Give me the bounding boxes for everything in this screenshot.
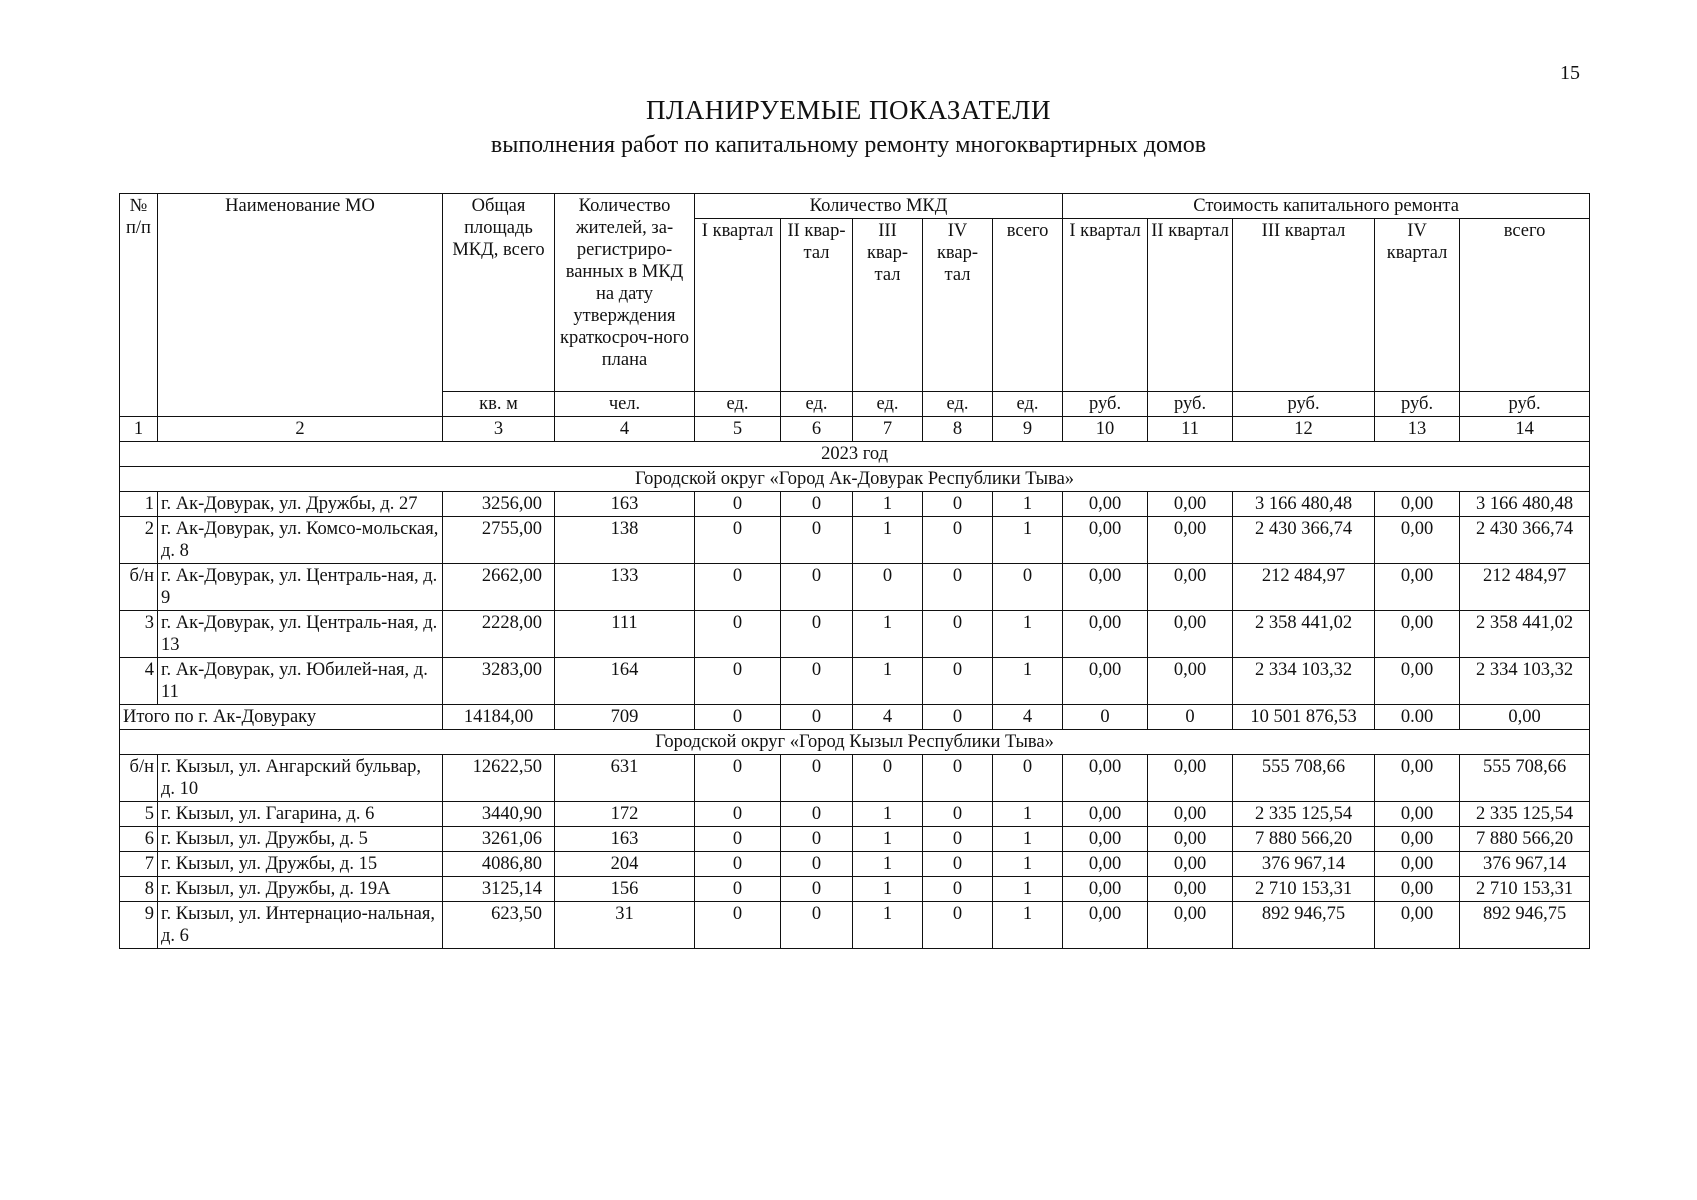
cost-cell: 2 710 153,31 — [1233, 877, 1375, 902]
cost-cell: 2 430 366,74 — [1460, 517, 1590, 564]
cost-cell: 0,00 — [1375, 517, 1460, 564]
count-cell: 1 — [853, 877, 923, 902]
count-cell: 1 — [853, 852, 923, 877]
cost-cell: 2 335 125,54 — [1460, 802, 1590, 827]
address-cell: г. Кызыл, ул. Ангарский бульвар, д. 10 — [158, 755, 443, 802]
total-cell: 0 — [695, 705, 781, 730]
count-cell: 1 — [993, 658, 1063, 705]
header-mkd-q3: III квар-тал — [853, 219, 923, 392]
count-cell: 0 — [923, 755, 993, 802]
cost-cell: 0,00 — [1063, 877, 1148, 902]
table-row — [120, 852, 1590, 877]
area-cell: 4086,80 — [443, 852, 555, 877]
cost-cell: 555 708,66 — [1233, 755, 1375, 802]
count-cell: 1 — [853, 902, 923, 949]
cost-cell: 0,00 — [1375, 611, 1460, 658]
count-cell: 0 — [781, 611, 853, 658]
count-cell: 0 — [923, 658, 993, 705]
cost-cell: 0,00 — [1148, 902, 1233, 949]
area-cell: 3440,90 — [443, 802, 555, 827]
count-cell: 163 — [555, 492, 695, 517]
address-cell: г. Кызыл, ул. Дружбы, д. 15 — [158, 852, 443, 877]
cost-cell: 0,00 — [1375, 877, 1460, 902]
cost-cell: 7 880 566,20 — [1233, 827, 1375, 852]
unit-cell — [158, 392, 443, 417]
total-cell: 0 — [1148, 705, 1233, 730]
cost-cell: 0,00 — [1148, 755, 1233, 802]
count-cell: 133 — [555, 564, 695, 611]
count-cell: 0 — [695, 658, 781, 705]
page-number: 15 — [1560, 62, 1580, 84]
area-cell: 3125,14 — [443, 877, 555, 902]
units-row — [120, 392, 1590, 417]
count-cell: 111 — [555, 611, 695, 658]
header-cost-q2: II квартал — [1148, 219, 1233, 392]
column-number: 13 — [1375, 417, 1460, 442]
count-cell: 1 — [993, 517, 1063, 564]
total-cell: 4 — [993, 705, 1063, 730]
count-cell: 1 — [993, 877, 1063, 902]
cost-cell: 0,00 — [1063, 517, 1148, 564]
count-cell: 0 — [781, 877, 853, 902]
cost-cell: 555 708,66 — [1460, 755, 1590, 802]
count-cell: 0 — [923, 564, 993, 611]
address-cell: г. Ак-Довурак, ул. Централь-ная, д. 9 — [158, 564, 443, 611]
count-cell: 164 — [555, 658, 695, 705]
column-number: 2 — [158, 417, 443, 442]
row-number: 2 — [120, 517, 158, 564]
unit-cell: ед. — [695, 392, 781, 417]
unit-cell: руб. — [1148, 392, 1233, 417]
cost-cell: 0,00 — [1063, 802, 1148, 827]
header-repair-cost: Стоимость капитального ремонта — [1063, 194, 1590, 219]
header-cost-q4: IV квартал — [1375, 219, 1460, 392]
count-cell: 0 — [695, 517, 781, 564]
unit-cell: ед. — [853, 392, 923, 417]
cost-cell: 892 946,75 — [1233, 902, 1375, 949]
count-cell: 0 — [695, 877, 781, 902]
column-number: 12 — [1233, 417, 1375, 442]
cost-cell: 0,00 — [1148, 611, 1233, 658]
column-number: 8 — [923, 417, 993, 442]
count-cell: 0 — [781, 517, 853, 564]
table-row — [120, 658, 1590, 705]
count-cell: 0 — [695, 564, 781, 611]
total-cell: 0 — [781, 705, 853, 730]
count-cell: 0 — [923, 802, 993, 827]
count-cell: 156 — [555, 877, 695, 902]
count-cell: 0 — [781, 827, 853, 852]
cost-cell: 2 334 103,32 — [1460, 658, 1590, 705]
cost-cell: 376 967,14 — [1460, 852, 1590, 877]
area-cell: 2755,00 — [443, 517, 555, 564]
count-cell: 1 — [993, 902, 1063, 949]
header-mkd-q1: I квартал — [695, 219, 781, 392]
row-number: 4 — [120, 658, 158, 705]
count-cell: 138 — [555, 517, 695, 564]
count-cell: 0 — [695, 755, 781, 802]
column-number: 11 — [1148, 417, 1233, 442]
count-cell: 0 — [923, 492, 993, 517]
column-number: 3 — [443, 417, 555, 442]
header-mkd-q2: II квар-тал — [781, 219, 853, 392]
header-row-1 — [120, 194, 1590, 219]
row-number: б/н — [120, 755, 158, 802]
area-cell: 3261,06 — [443, 827, 555, 852]
table-row — [120, 902, 1590, 949]
cost-cell: 0,00 — [1148, 658, 1233, 705]
total-cell: 0 — [923, 705, 993, 730]
count-cell: 0 — [695, 902, 781, 949]
cost-cell: 0,00 — [1063, 658, 1148, 705]
count-cell: 1 — [993, 802, 1063, 827]
total-cell: 0 — [1063, 705, 1148, 730]
cost-cell: 0,00 — [1375, 492, 1460, 517]
count-cell: 0 — [853, 755, 923, 802]
section-header-kyzyl — [120, 730, 1590, 755]
cost-cell: 2 358 441,02 — [1233, 611, 1375, 658]
count-cell: 0 — [853, 564, 923, 611]
count-cell: 0 — [781, 902, 853, 949]
unit-cell: руб. — [1233, 392, 1375, 417]
table-row — [120, 492, 1590, 517]
total-label: Итого по г. Ак-Довураку — [120, 705, 443, 730]
count-cell: 0 — [695, 852, 781, 877]
cost-cell: 0,00 — [1148, 827, 1233, 852]
year-label: 2023 год — [120, 442, 1590, 467]
header-cost-q3: III квартал — [1233, 219, 1375, 392]
cost-cell: 0,00 — [1375, 802, 1460, 827]
count-cell: 0 — [923, 611, 993, 658]
cost-cell: 2 335 125,54 — [1233, 802, 1375, 827]
row-number: 6 — [120, 827, 158, 852]
page-subtitle: выполнения работ по капитальному ремонту многоквартирных домов — [490, 132, 1207, 158]
count-cell: 31 — [555, 902, 695, 949]
count-cell: 0 — [781, 564, 853, 611]
column-number: 6 — [781, 417, 853, 442]
column-number: 9 — [993, 417, 1063, 442]
table-row — [120, 564, 1590, 611]
section-title: Городской округ «Город Ак-Довурак Республики Тыва» — [120, 467, 1590, 492]
address-cell: г. Ак-Довурак, ул. Централь-ная, д. 13 — [158, 611, 443, 658]
cost-cell: 0,00 — [1148, 517, 1233, 564]
count-cell: 631 — [555, 755, 695, 802]
cost-cell: 0,00 — [1375, 852, 1460, 877]
cost-cell: 0,00 — [1375, 902, 1460, 949]
count-cell: 0 — [781, 658, 853, 705]
column-number: 7 — [853, 417, 923, 442]
total-row-ak-dovurak — [120, 705, 1590, 730]
cost-cell: 0,00 — [1063, 755, 1148, 802]
cost-cell: 0,00 — [1375, 755, 1460, 802]
cost-cell: 0,00 — [1375, 564, 1460, 611]
count-cell: 0 — [923, 517, 993, 564]
count-cell: 0 — [695, 611, 781, 658]
area-cell: 12622,50 — [443, 755, 555, 802]
cost-cell: 0,00 — [1063, 902, 1148, 949]
unit-cell: ед. — [923, 392, 993, 417]
unit-cell: ед. — [993, 392, 1063, 417]
count-cell: 0 — [923, 902, 993, 949]
cost-cell: 0,00 — [1063, 827, 1148, 852]
count-cell: 1 — [993, 852, 1063, 877]
cost-cell: 0,00 — [1375, 827, 1460, 852]
count-cell: 0 — [781, 492, 853, 517]
count-cell: 0 — [695, 492, 781, 517]
count-cell: 1 — [853, 611, 923, 658]
row-number: 9 — [120, 902, 158, 949]
header-total-area: Общая площадь МКД, всего — [443, 194, 555, 392]
total-cell: 0,00 — [1460, 705, 1590, 730]
area-cell: 2228,00 — [443, 611, 555, 658]
cost-cell: 0,00 — [1148, 877, 1233, 902]
header-num: № п/п — [120, 194, 158, 392]
column-numbers-row — [120, 417, 1590, 442]
row-number: 8 — [120, 877, 158, 902]
cost-cell: 212 484,97 — [1460, 564, 1590, 611]
count-cell: 0 — [781, 755, 853, 802]
area-cell: 3283,00 — [443, 658, 555, 705]
cost-cell: 0,00 — [1148, 564, 1233, 611]
count-cell: 1 — [853, 658, 923, 705]
unit-cell: руб. — [1460, 392, 1590, 417]
cost-cell: 0,00 — [1148, 802, 1233, 827]
section-title: Городской округ «Город Кызыл Республики Тыва» — [120, 730, 1590, 755]
count-cell: 0 — [781, 852, 853, 877]
cost-cell: 0,00 — [1063, 492, 1148, 517]
address-cell: г. Ак-Довурак, ул. Дружбы, д. 27 — [158, 492, 443, 517]
header-cost-q1: I квартал — [1063, 219, 1148, 392]
cost-cell: 892 946,75 — [1460, 902, 1590, 949]
count-cell: 1 — [853, 517, 923, 564]
row-number: 3 — [120, 611, 158, 658]
cost-cell: 2 334 103,32 — [1233, 658, 1375, 705]
count-cell: 172 — [555, 802, 695, 827]
total-cell: 10 501 876,53 — [1233, 705, 1375, 730]
header-mkd-total: всего — [993, 219, 1063, 392]
unit-cell: ед. — [781, 392, 853, 417]
address-cell: г. Кызыл, ул. Интернацио-нальная, д. 6 — [158, 902, 443, 949]
table-row — [120, 877, 1590, 902]
count-cell: 0 — [923, 877, 993, 902]
address-cell: г. Ак-Довурак, ул. Юбилей-ная, д. 11 — [158, 658, 443, 705]
header-residents: Количество жителей, за-регистриро-ванных в МКД на дату утверждения краткосроч-ного плана — [555, 194, 695, 392]
column-number: 14 — [1460, 417, 1590, 442]
cost-cell: 0,00 — [1148, 852, 1233, 877]
address-cell: г. Кызыл, ул. Дружбы, д. 5 — [158, 827, 443, 852]
unit-cell — [120, 392, 158, 417]
row-number: б/н — [120, 564, 158, 611]
header-mo-name: Наименование МО — [158, 194, 443, 392]
table-row — [120, 611, 1590, 658]
cost-cell: 0,00 — [1148, 492, 1233, 517]
count-cell: 0 — [923, 852, 993, 877]
row-number: 7 — [120, 852, 158, 877]
page-title: ПЛАНИРУЕМЫЕ ПОКАЗАТЕЛИ — [646, 95, 1051, 125]
total-cell: 709 — [555, 705, 695, 730]
count-cell: 0 — [695, 802, 781, 827]
unit-cell: руб. — [1063, 392, 1148, 417]
column-number: 5 — [695, 417, 781, 442]
count-cell: 204 — [555, 852, 695, 877]
address-cell: г. Ак-Довурак, ул. Комсо-мольская, д. 8 — [158, 517, 443, 564]
count-cell: 0 — [695, 827, 781, 852]
cost-cell: 376 967,14 — [1233, 852, 1375, 877]
header-mkd-q4: IV квар-тал — [923, 219, 993, 392]
cost-cell: 0,00 — [1375, 658, 1460, 705]
table-row — [120, 827, 1590, 852]
cost-cell: 212 484,97 — [1233, 564, 1375, 611]
count-cell: 163 — [555, 827, 695, 852]
area-cell: 623,50 — [443, 902, 555, 949]
column-number: 10 — [1063, 417, 1148, 442]
cost-cell: 2 430 366,74 — [1233, 517, 1375, 564]
count-cell: 0 — [781, 802, 853, 827]
count-cell: 1 — [853, 827, 923, 852]
section-header-ak-dovurak — [120, 467, 1590, 492]
cost-cell: 3 166 480,48 — [1460, 492, 1590, 517]
year-row — [120, 442, 1590, 467]
address-cell: г. Кызыл, ул. Дружбы, д. 19А — [158, 877, 443, 902]
cost-cell: 0,00 — [1063, 611, 1148, 658]
total-cell: 0.00 — [1375, 705, 1460, 730]
cost-cell: 3 166 480,48 — [1233, 492, 1375, 517]
row-number: 5 — [120, 802, 158, 827]
unit-cell: руб. — [1375, 392, 1460, 417]
row-number: 1 — [120, 492, 158, 517]
cost-cell: 2 710 153,31 — [1460, 877, 1590, 902]
unit-cell: чел. — [555, 392, 695, 417]
address-cell: г. Кызыл, ул. Гагарина, д. 6 — [158, 802, 443, 827]
area-cell: 2662,00 — [443, 564, 555, 611]
cost-cell: 0,00 — [1063, 564, 1148, 611]
indicators-table — [119, 193, 1590, 949]
count-cell: 1 — [993, 492, 1063, 517]
count-cell: 1 — [853, 802, 923, 827]
table-row — [120, 755, 1590, 802]
cost-cell: 0,00 — [1063, 852, 1148, 877]
header-cost-total: всего — [1460, 219, 1590, 392]
header-mkd-count: Количество МКД — [695, 194, 1063, 219]
total-cell: 4 — [853, 705, 923, 730]
total-cell: 14184,00 — [443, 705, 555, 730]
column-number: 1 — [120, 417, 158, 442]
count-cell: 1 — [993, 827, 1063, 852]
unit-cell: кв. м — [443, 392, 555, 417]
area-cell: 3256,00 — [443, 492, 555, 517]
count-cell: 1 — [853, 492, 923, 517]
count-cell: 0 — [993, 755, 1063, 802]
count-cell: 1 — [993, 611, 1063, 658]
count-cell: 0 — [923, 827, 993, 852]
cost-cell: 2 358 441,02 — [1460, 611, 1590, 658]
cost-cell: 7 880 566,20 — [1460, 827, 1590, 852]
count-cell: 0 — [993, 564, 1063, 611]
column-number: 4 — [555, 417, 695, 442]
table-row — [120, 802, 1590, 827]
table-row — [120, 517, 1590, 564]
